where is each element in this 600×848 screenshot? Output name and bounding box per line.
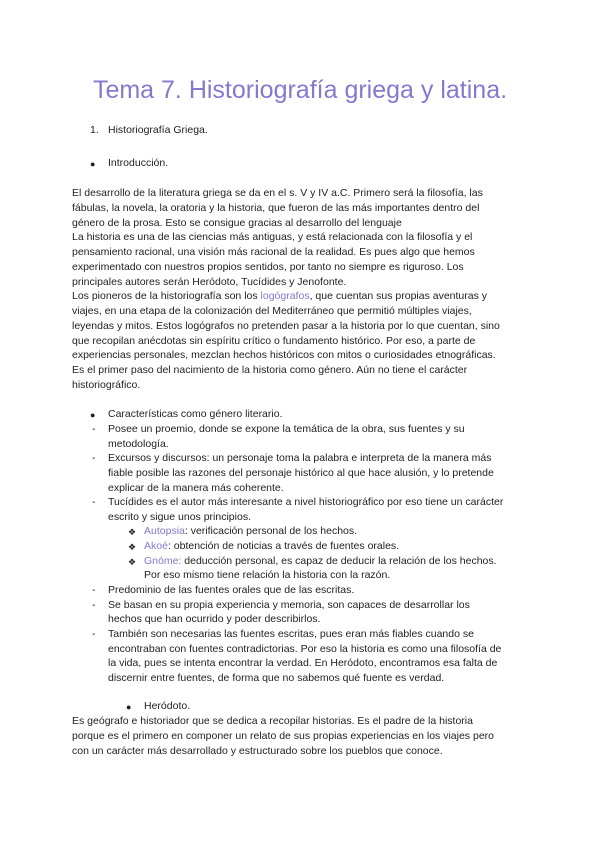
paragraph-line: fábulas, la novela, la oratoria y la historia, que fueron de las más importantes dentro del — [72, 202, 480, 214]
principle-term: Autopsia — [144, 525, 185, 537]
herodoto-heading: Heródoto. — [144, 700, 191, 712]
text-segment: , que cuentan sus propias aventuras y — [309, 290, 488, 302]
diamond-bullet-icon: ❖ — [128, 542, 137, 552]
logografos-term: logógrafos — [260, 290, 310, 302]
list-item-line: encontraban con fuentes contradictorias. Por eso la historia es como una filosofía de — [108, 643, 502, 655]
dash-icon: - — [92, 452, 96, 464]
principle-item — [144, 524, 357, 539]
list-item-line: escrito y sigue unos principios. — [108, 511, 251, 523]
paragraph-line: La historia es una de las ciencias más antiguas, y está relacionada con la filosofía y el — [72, 231, 473, 243]
paragraph-line: que recopilan anécdotas sin espíritu crítico o fundamento histórico. Por eso, a parte de — [72, 335, 476, 347]
list-item-line: También son necesarias las fuentes escritas, pues eran más fiables cuando se — [108, 628, 474, 640]
dash-icon: - — [92, 584, 96, 596]
paragraph-line: porque es el primero en componer un relato de sus propias experiencias en los viajes pero — [72, 730, 494, 742]
text-segment: Los pioneros de la historiografía son los — [72, 290, 261, 302]
paragraph-line: Es el primer paso del nacimiento de la historia como género. Aún no tiene el carácter — [72, 364, 468, 376]
section-number: 1. — [90, 124, 99, 136]
list-item-line: Predominio de las fuentes orales que de las escritas. — [108, 584, 355, 596]
page-title: Tema 7. Historiografía griega y latina. — [92, 76, 508, 104]
paragraph-line: leyendas y mitos. Estos logógrafos no pretenden pasar a la historia por lo que cuentan, sino — [72, 320, 500, 332]
dash-icon: - — [92, 628, 96, 640]
list-item-line: Tucídides es el autor más interesante a nivel historiográfico por eso tiene un carácter — [108, 496, 504, 508]
list-item-line: Posee un proemio, donde se expone la temática de la obra, sus fuentes y su — [108, 423, 465, 435]
paragraph-line: pensamiento racional, una visión más racional de la realidad. Es pues algo que hemos — [72, 246, 475, 258]
bullet-icon: ● — [90, 159, 96, 169]
diamond-bullet-icon: ❖ — [128, 557, 137, 567]
list-item-line: Se basan en su propia experiencia y memoria, son capaces de desarrollar los — [108, 599, 470, 611]
principle-text: : verificación personal de los hechos. — [184, 525, 358, 537]
paragraph-line: historiográfico. — [72, 379, 141, 391]
list-item-line: metodología. — [108, 438, 169, 450]
paragraph-line: experiencias personales, mezclan hechos históricos con mitos o curiosidades etnográficas. — [72, 349, 496, 361]
list-item-line: hechos que han ocurrido y poder describirlos. — [108, 613, 321, 625]
paragraph-line: principales autores serán Heródoto, Tucídides y Jenofonte. — [72, 276, 347, 288]
paragraph-line — [72, 289, 487, 304]
paragraph-line: Es geógrafo e historiador que se dedica a recopilar historias. Es el padre de la historia — [72, 715, 473, 727]
paragraph-line: El desarrollo de la literatura griega se da en el s. V y IV a.C. Primero será la filosofía, las — [72, 187, 483, 199]
paragraph-line: experimentado con nuestros propios sentidos, por tanto no siempre es riguroso. Los — [72, 261, 464, 273]
paragraph-line: viajes, en una etapa de la colonización del Mediterráneo que permitió múltiples viajes, — [72, 305, 472, 317]
dash-icon: - — [92, 423, 96, 435]
principle-term: Gnóme: — [144, 555, 182, 567]
list-item-line: Excursos y discursos: un personaje toma la palabra e interpreta de la manera más — [108, 452, 492, 464]
list-item-line: fiable posible las razones del personaje histórico al que hace alusión, y lo pretende — [108, 467, 494, 479]
section-heading: Historiografía Griega. — [108, 124, 208, 136]
principle-term: Akoé — [144, 540, 168, 552]
list-item-line: explicar de la manera más coherente. — [108, 482, 284, 494]
principle-text: deducción personal, es capaz de deducir la relación de los hechos. — [181, 555, 497, 567]
list-item-line: la vida, pues se intenta encontrar la verdad. En Heródoto, encontramos esa falta de — [108, 657, 498, 669]
paragraph-line: género de la prosa. Esto se consigue gracias al desarrollo del lenguaje — [72, 217, 402, 229]
principle-continuation: Por eso mismo tiene relación la historia con la razón. — [144, 569, 391, 581]
dash-icon: - — [92, 599, 96, 611]
principle-text: : obtención de noticias a través de fuentes orales. — [167, 540, 400, 552]
dash-icon: - — [92, 496, 96, 508]
features-heading: Características como género literario. — [108, 408, 283, 420]
intro-heading: Introducción. — [108, 157, 169, 169]
principle-item — [144, 539, 399, 554]
diamond-bullet-icon: ❖ — [128, 527, 137, 537]
list-item-line: discernir entre fuentes, de forma que no sabemos qué fuente es verdad. — [108, 672, 445, 684]
bullet-icon: ● — [126, 702, 132, 712]
paragraph-line: con un carácter más desarrollado y estructurado sobre los pueblos que conoce. — [72, 745, 443, 757]
principle-item — [144, 554, 497, 569]
bullet-icon: ● — [90, 410, 96, 420]
